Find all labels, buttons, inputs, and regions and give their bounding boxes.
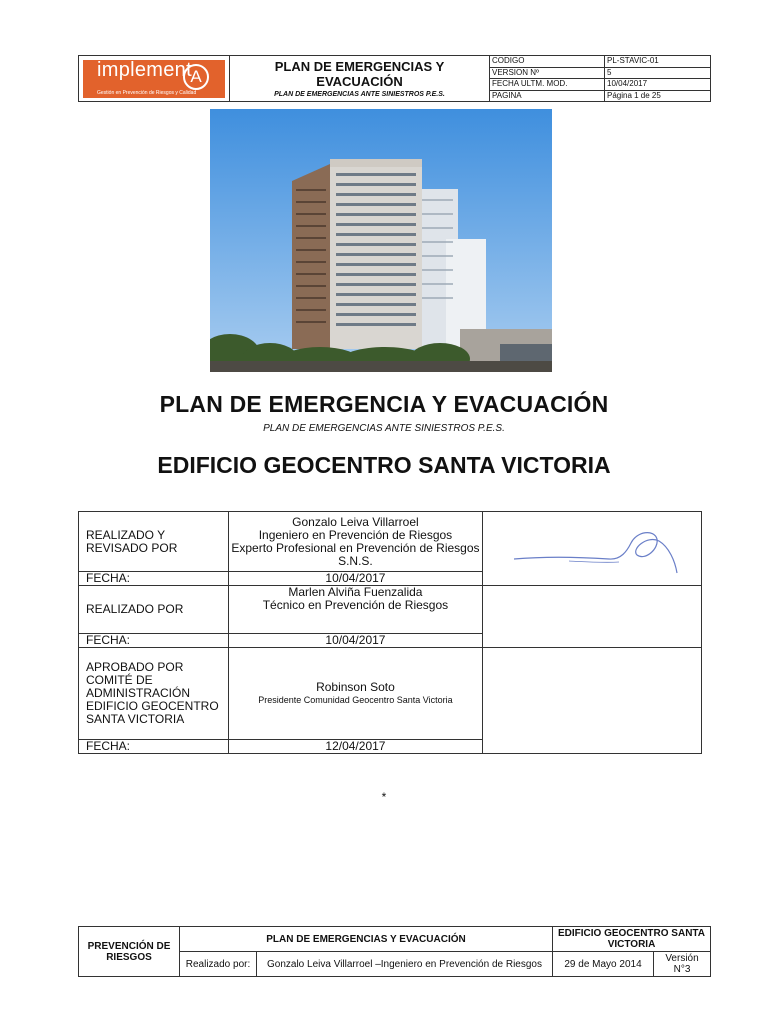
footer-plan-title: PLAN DE EMERGENCIAS Y EVACUACIÓN — [180, 927, 553, 952]
footer-department: PREVENCIÓN DE RIESGOS — [79, 927, 180, 977]
approval-table — [78, 511, 702, 754]
date-label: FECHA: — [79, 740, 229, 754]
approval-label: REALIZADO POR — [79, 586, 229, 634]
signature-cell — [482, 512, 701, 586]
meta-value: 10/04/2017 — [605, 79, 711, 91]
company-logo — [83, 60, 225, 98]
person-role: Ingeniero en Prevención de Riesgos — [258, 527, 453, 542]
meta-value: Página 1 de 25 — [605, 90, 711, 102]
document-footer — [78, 926, 711, 977]
meta-key: VERSION Nº — [490, 67, 605, 79]
date-label: FECHA: — [79, 634, 229, 648]
person-role: Experto Profesional en Prevención de Riesgos S.N.S. — [231, 540, 480, 568]
footer-made-by-label: Realizado por: — [180, 952, 257, 977]
header-title: PLAN DE EMERGENCIAS Y EVACUACIÓN — [274, 59, 445, 89]
document-subtitle: PLAN DE EMERGENCIAS ANTE SINIESTROS P.E.S. — [263, 423, 505, 434]
date-value: 10/04/2017 — [229, 572, 482, 586]
person-name: Robinson Soto — [316, 679, 395, 694]
header-subtitle: PLAN DE EMERGENCIAS ANTE SINIESTROS P.E.S. — [274, 91, 445, 98]
meta-value: 5 — [605, 67, 711, 79]
logo-letter: A — [183, 64, 209, 90]
meta-value: PL-STAVIC-01 — [605, 56, 711, 68]
footer-made-by: Gonzalo Leiva Villarroel –Ingeniero en Prevención de Riesgos — [257, 952, 553, 977]
date-value: 12/04/2017 — [229, 740, 482, 754]
building-photo — [210, 109, 552, 372]
signature-image — [509, 521, 689, 577]
approval-label: REALIZADO Y REVISADO POR — [79, 512, 229, 572]
footer-date: 29 de Mayo 2014 — [553, 952, 654, 977]
document-title: PLAN DE EMERGENCIA Y EVACUACIÓN — [159, 391, 609, 417]
meta-key: FECHA ULTM. MOD. — [490, 79, 605, 91]
approval-person — [229, 512, 482, 572]
approval-person — [229, 586, 482, 634]
meta-key: CODIGO — [490, 56, 605, 68]
header-title-cell — [230, 56, 490, 102]
date-value: 10/04/2017 — [229, 634, 482, 648]
meta-key: PAGINA — [490, 90, 605, 102]
empty-signature-cell — [482, 586, 701, 648]
person-role: Técnico en Prevención de Riesgos — [262, 598, 449, 612]
person-name: Marlen Alviña Fuenzalida — [288, 585, 423, 599]
document-header — [78, 55, 711, 102]
logo-word: implement — [97, 59, 192, 81]
empty-signature-cell — [482, 648, 701, 754]
building-name: EDIFICIO GEOCENTRO SANTA VICTORIA — [157, 452, 611, 478]
approval-person — [229, 648, 482, 740]
approval-label: APROBADO POR COMITÉ DE ADMINISTRACIÓN EDIFICIO GEOCENTRO SANTA VICTORIA — [79, 648, 229, 740]
logo-cell — [79, 56, 230, 102]
footer-building: EDIFICIO GEOCENTRO SANTA VICTORIA — [553, 927, 711, 952]
footer-version: Versión N°3 — [654, 952, 711, 977]
logo-tagline: Gestión en Prevención de Riesgos y Calidad — [97, 89, 197, 96]
person-name: Gonzalo Leiva Villarroel — [292, 514, 419, 529]
asterisk-mark: * — [381, 790, 387, 804]
person-role: Presidente Comunidad Geocentro Santa Victoria — [258, 694, 453, 705]
date-label: FECHA: — [79, 572, 229, 586]
